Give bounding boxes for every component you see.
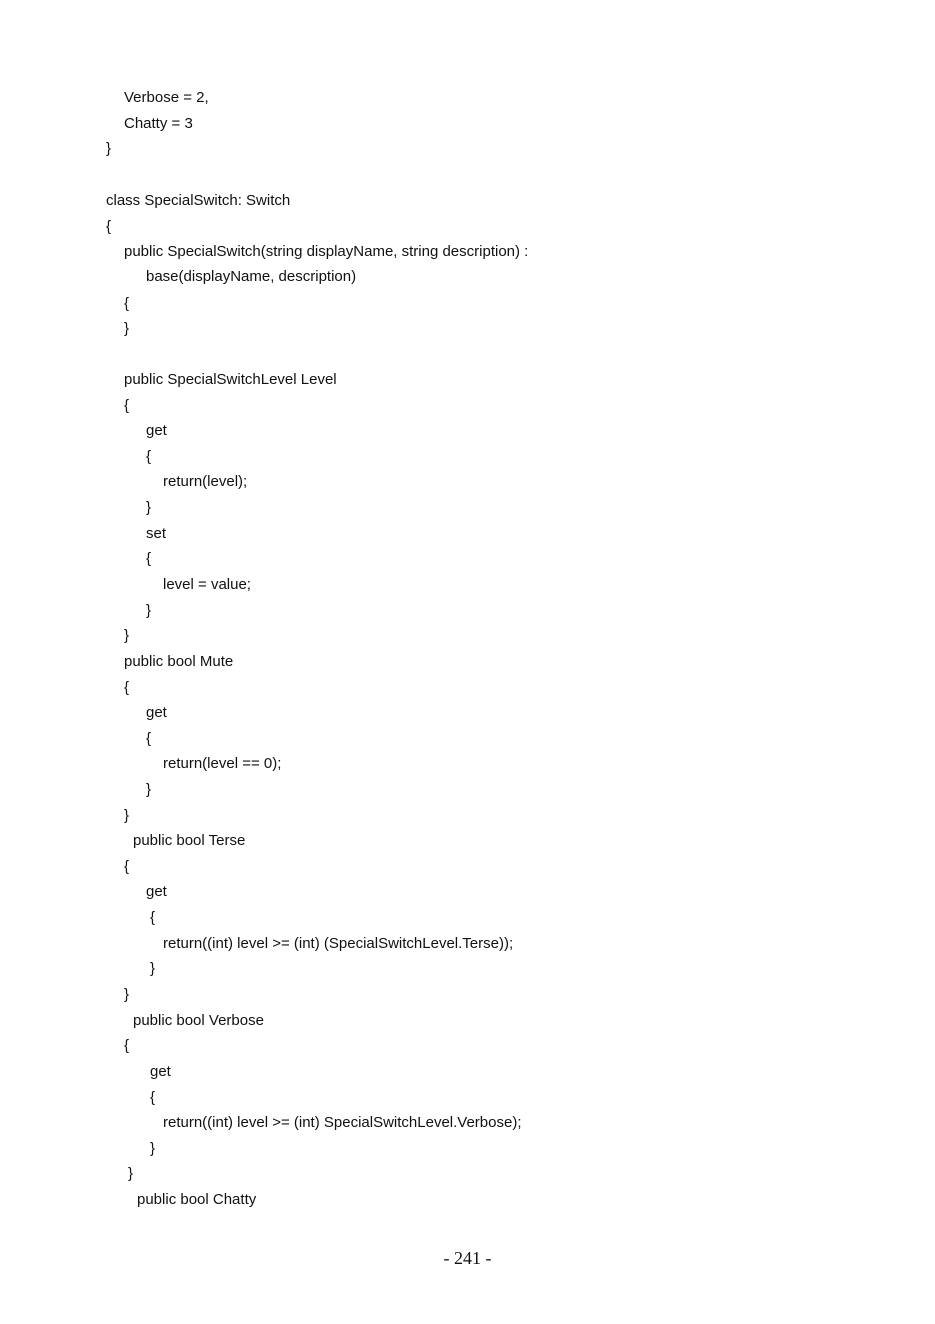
code-line: public SpecialSwitch(string displayName, string description) : (124, 243, 529, 260)
code-line: return((int) level >= (int) (SpecialSwitchLevel.Terse)); (163, 935, 514, 952)
code-line: } (150, 1140, 156, 1157)
code-line: return((int) level >= (int) SpecialSwitchLevel.Verbose); (163, 1114, 522, 1131)
code-line: { (106, 218, 112, 235)
code-line: } (146, 781, 152, 798)
code-line: get (146, 704, 167, 721)
code-line: { (146, 550, 152, 567)
code-line: public bool Chatty (137, 1191, 257, 1208)
code-line: } (106, 140, 112, 157)
code-line: public SpecialSwitchLevel Level (124, 371, 337, 388)
code-line: { (124, 397, 130, 414)
code-line: } (124, 627, 130, 644)
code-line: return(level == 0); (163, 755, 282, 772)
code-line: { (124, 679, 130, 696)
code-line: { (150, 1089, 156, 1106)
code-line: { (150, 909, 156, 926)
code-line: { (146, 448, 152, 465)
code-line: get (150, 1063, 171, 1080)
code-line: } (146, 499, 152, 516)
code-line: } (128, 1165, 134, 1182)
code-line: Chatty = 3 (124, 115, 193, 132)
code-line: } (146, 602, 152, 619)
code-line: public bool Verbose (133, 1012, 264, 1029)
code-line: { (124, 858, 130, 875)
code-line: level = value; (163, 576, 251, 593)
code-line: set (146, 525, 167, 542)
code-line: get (146, 422, 167, 439)
page-number: - 241 - (443, 1248, 492, 1268)
code-line: public bool Terse (133, 832, 246, 849)
code-line: { (124, 295, 130, 312)
code-line: { (124, 1037, 130, 1054)
code-line: public bool Mute (124, 653, 234, 670)
code-line: } (124, 986, 130, 1003)
code-line: } (150, 960, 156, 977)
code-line: } (124, 320, 130, 337)
code-line: get (146, 883, 167, 900)
code-line: Verbose = 2, (124, 89, 209, 106)
code-line: { (146, 730, 152, 747)
code-line: } (124, 807, 130, 824)
code-line: base(displayName, description) (146, 268, 357, 285)
code-line: class SpecialSwitch: Switch (106, 192, 291, 209)
code-line: return(level); (163, 473, 248, 490)
